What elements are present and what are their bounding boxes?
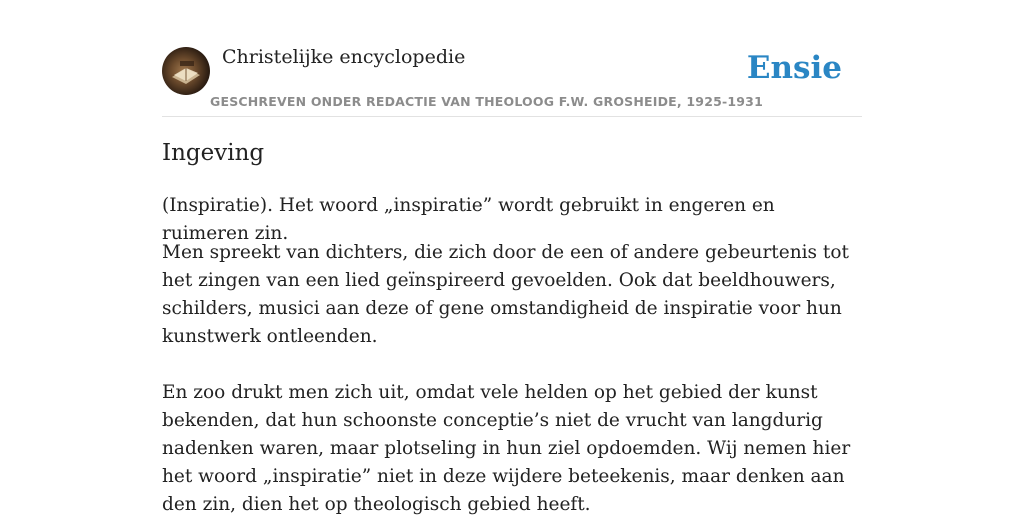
site-subtitle: GESCHREVEN ONDER REDACTIE VAN THEOLOOG F.W. GROSHEIDE, 1925-1931 (210, 94, 763, 109)
article-paragraph: (Inspiratie). Het woord „inspiratie” wordt gebruikt in engeren en ruimeren zin. (162, 195, 775, 244)
site-title[interactable]: Christelijke encyclopedie (222, 46, 466, 68)
article-paragraph: Men spreekt van dichters, die zich door de een of andere gebeurtenis tot het zingen van een lied geïnspireerd gevoelden. Ook dat beeldhouwers, schilders, musici aan deze of gene omstandigheid de inspiratie voor hun kunstwerk ontleenden. (162, 242, 849, 347)
article-title: Ingeving (162, 140, 265, 166)
site-header (162, 0, 862, 117)
page-container (162, 0, 862, 515)
ensie-logo-link[interactable]: Ensie (746, 50, 842, 86)
article-paragraph: En zoo drukt men zich uit, omdat vele helden op het gebied der kunst bekenden, dat hun schoonste conceptie’s niet de vrucht van langdurig nadenken waren, maar plotseling in hun ziel opdoemden. Wij nemen hier het woord „inspiratie” niet in deze wijdere beteekenis, maar denken aan den zin, dien het op theologisch gebied heeft. (162, 382, 851, 515)
book-image-icon[interactable] (162, 47, 210, 95)
